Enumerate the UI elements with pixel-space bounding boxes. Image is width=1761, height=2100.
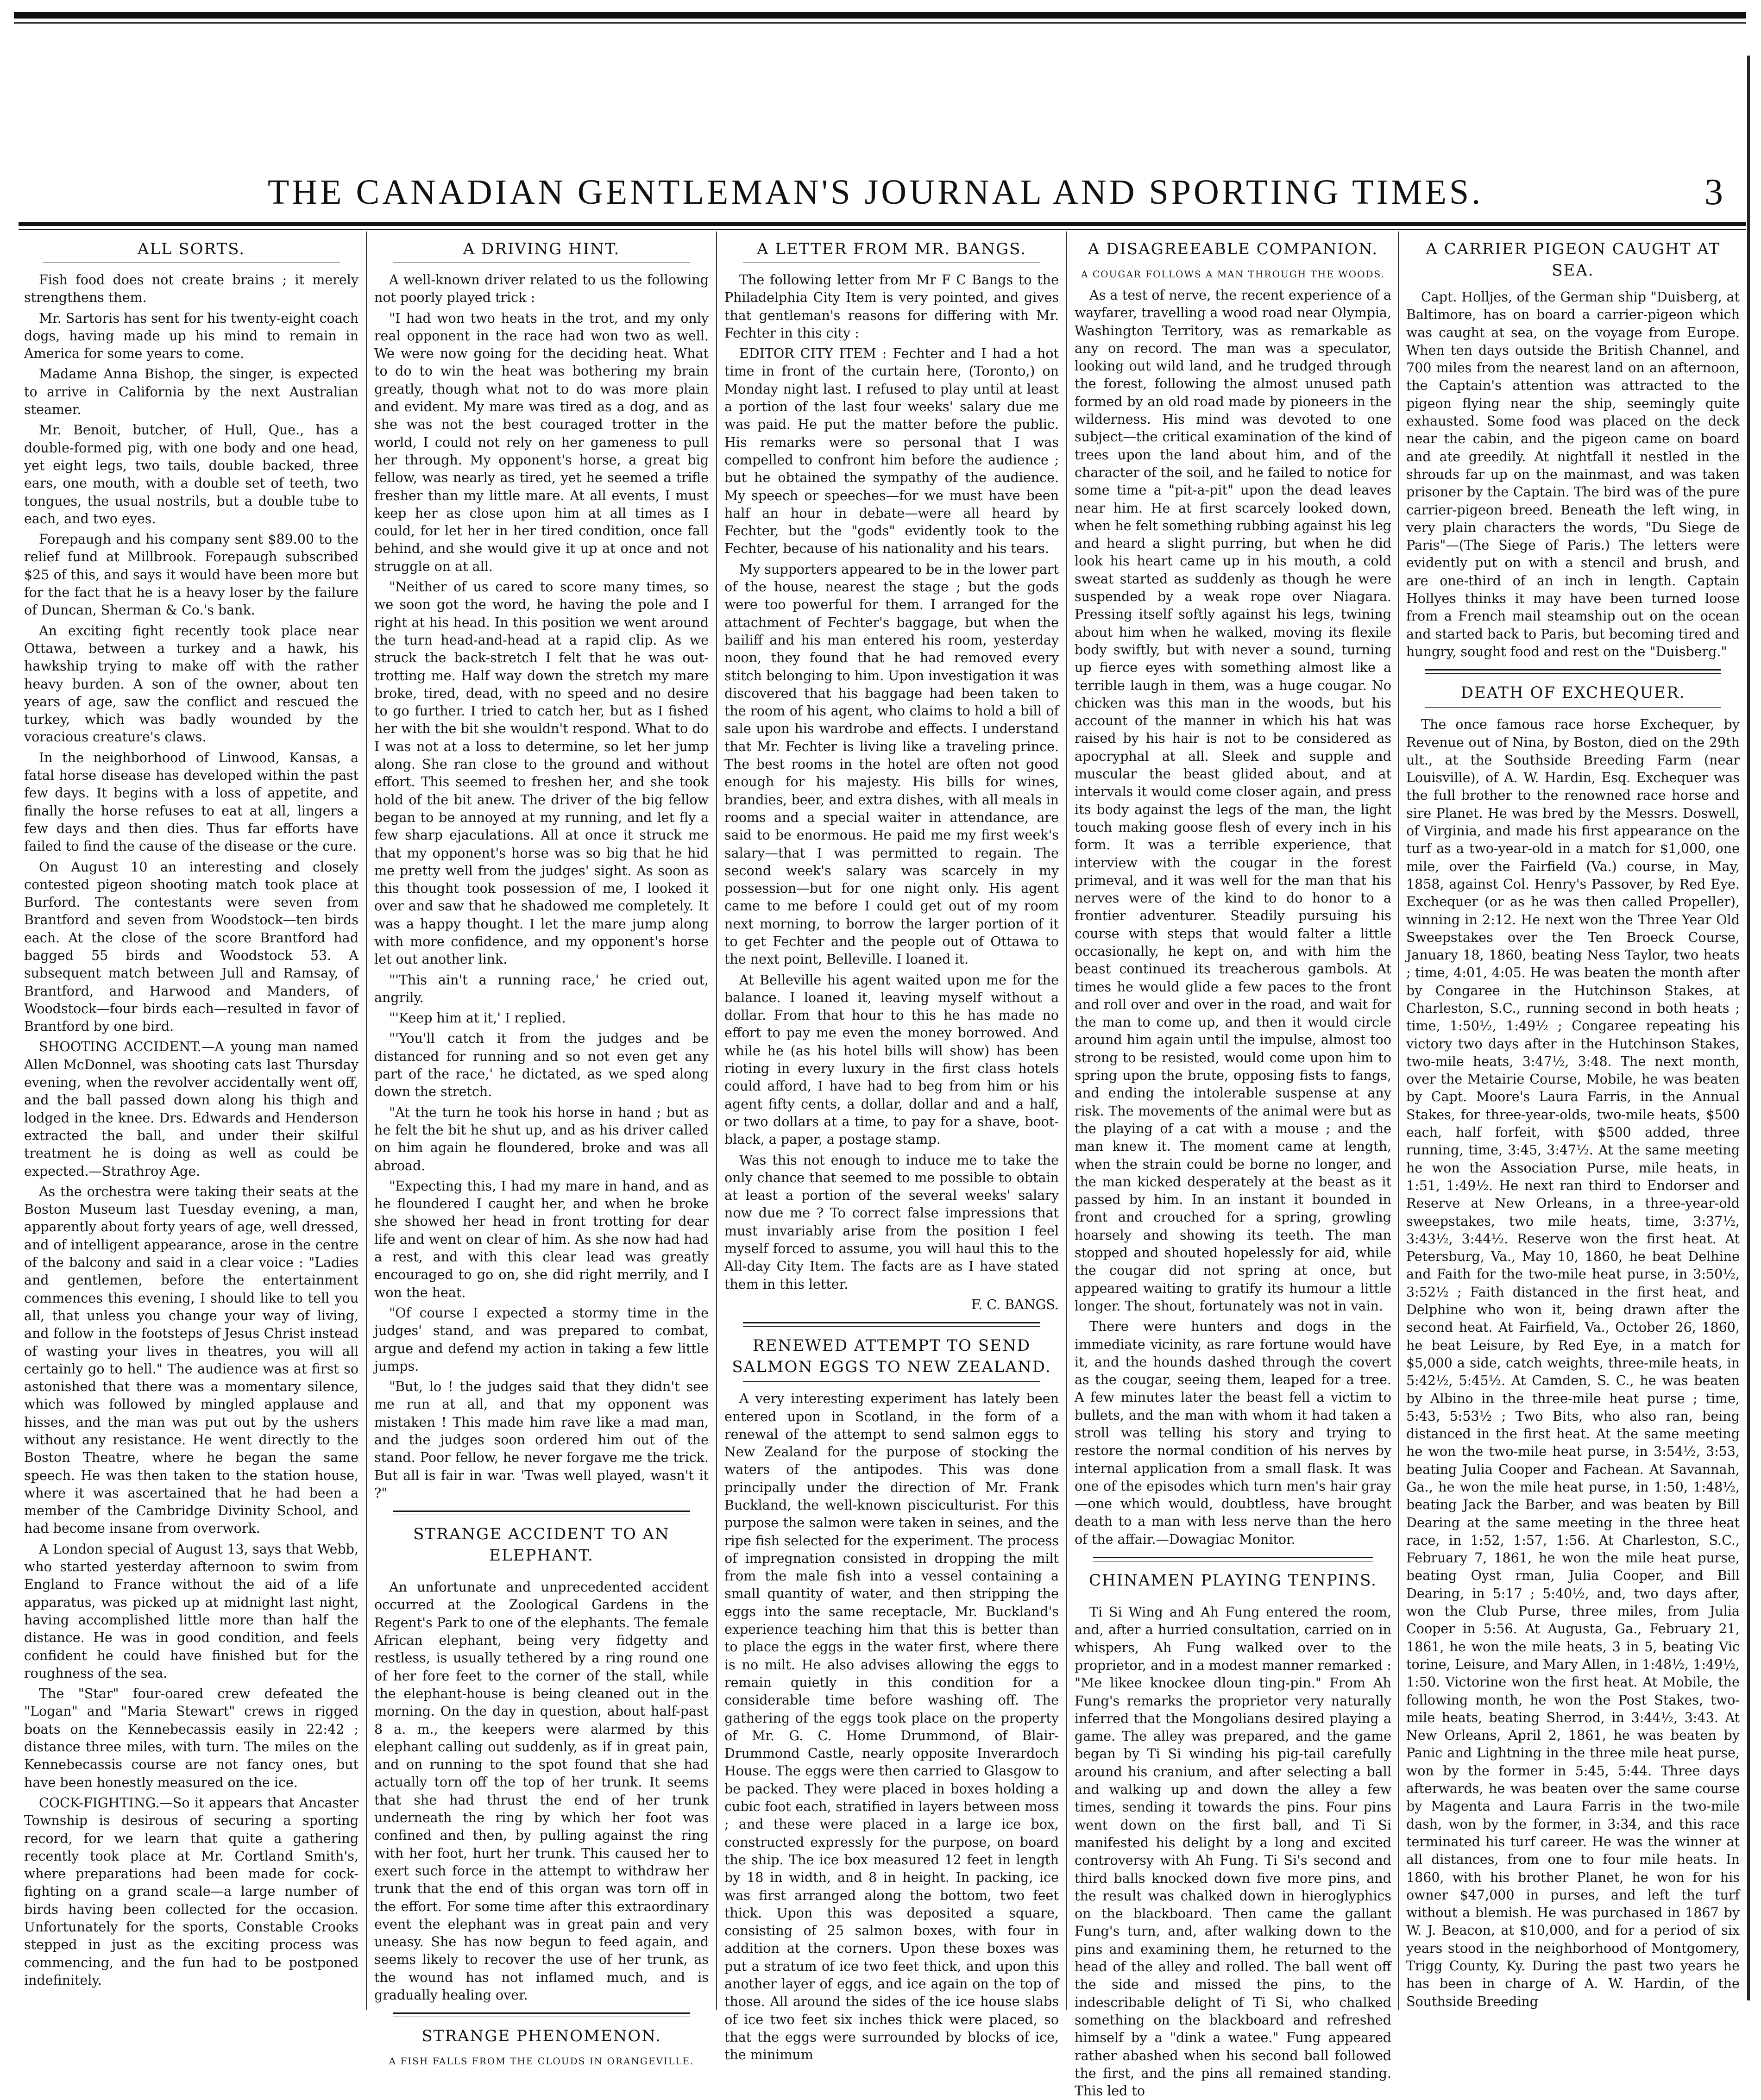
right-border-rule [1747,56,1750,2000]
column-disagreeable-companion [1075,238,1391,2099]
paragraph: "'Keep him at it,' I replied. [389,1010,566,1026]
paragraph: Madame Anna Bishop, the singer, is expected to arrive in California by the next Australian steamer. [24,366,358,418]
column-carrier-pigeon [1406,238,1740,2007]
masthead-rule-thin [19,229,1746,230]
top-border-rule-thin [14,22,1746,24]
paragraph: Fish food does not create brains ; it merely strengthens them. [24,272,358,306]
paragraph: The "Star" four-oared crew defeated the "Logan" and "Maria Stewart" crews in rigged boats on the Kennebecassis easily in 22:42 ; distance three miles, with turn. The miles on the Kennebecassis course are not fancy ones, but have been honestly measured on the ice. [24,1686,358,1790]
article-subtitle: A COUGAR FOLLOWS A MAN THROUGH THE WOODS. [1081,269,1385,280]
column-separator [1398,232,1399,2010]
paragraph: My supporters appeared to be in the lower part of the house, nearest the stage ; but the gods were too powerful for them. I arranged for the attachment of Fechter's baggage, but when the bailiff and his man entered his room, yesterday noon, they found that he had removed every stitch belonging to him. Upon investigation it was discovered that his baggage had been taken to the room of his agent, who claims to hold a bill of sale upon his wardrobe and effects. I understand that Mr. Fechter is living like a traveling prince. The best rooms in the hotel are often not good enough for his majesty. His bills for wines, brandies, beer, and extra dishes, with all meals in rooms and a special waiter in attendance, are said to be enormous. He paid me my first week's salary—that I was permitted to regain. The second week's salary was scarcely in my possession—but for one night only. His agent came to me before I could get out of my room next morning, to borrow the larger portion of it to get Fechter and the people out of Ottawa to the next point, Belleville. I loaned it. [724,561,1059,967]
paragraph: The following letter from Mr F C Bangs to the Philadelphia City Item is very pointed, and gives that gentleman's reasons for differing with Mr. Fechter in this city : [724,272,1059,341]
paragraph: There were hunters and dogs in the immediate vicinity, as rare fortune would have it, and the hounds dashed through the covert as the cougar, seeing them, leaped for a tree. A few minutes later the beast fell a victim to bullets, and the man with whom it had taken a stroll was telling his story and trying to restore the normal condition of his nerves by internal application from a small flask. It was one of the episodes which turn men's hair gray—one which would, doubtless, have brought death to a man with less nerve than the hero of the affair.—Dowagiac Monitor. [1075,1319,1391,1547]
paragraph: A well-known driver related to us the following not poorly played trick : [374,272,709,306]
paragraph: As the orchestra were taking their seats at the Boston Museum last Tuesday evening, a man, apparently about forty years of age, well dressed, and of intelligent appearance, arose in the centre of the balcony and said in a clear voice : "Ladies and gentlemen, before the entertainment commences this evening, I should like to tell you all, that unless you change your way of living, and follow in the footsteps of Jesus Christ instead of wasting your lives in theatres, you will all certainly go to hell." The audience was at first so astonished that there was a momentary silence, which was followed by mingled applause and hisses, and the man was put out by the ushers without any resistance. He went directly to the Boston Theatre, where he began the same speech. He was then taken to the station house, where it was ascertained that he had been a member of the Cambridge Divinity School, and had become insane from overwork. [24,1184,358,1536]
paragraph: "Neither of us cared to score many times, so we soon got the word, he having the pole and I right at his head. In this position we went around the turn head-and-head at a rapid clip. As we struck the back-stretch I felt that he was out-trotting me. Half way down the stretch my mare broke, tired, dead, with no speed and no desire to go further. I tried to catch her, but as I fished her with the bit she wouldn't respond. What to do I was not at a loss to determine, so let her jump along. She ran close to the ground and without effort. This seemed to freshen her, and she took hold of the bit anew. The driver of the big fellow began to be annoyed at my running, and let fly a few sharp ejaculations. All at once it struck me that my opponent's horse was so big that he hid me pretty well from the judges' sight. As soon as this thought took possession of me, I looked it over and saw that he shadowed me completely. It was a happy thought. I let the mare jump along with more confidence, and my opponent's horse let out another link. [374,579,709,967]
article-title: STRANGE PHENOMENON. [421,2027,661,2046]
paragraph: Mr. Sartoris has sent for his twenty-eight coach dogs, having made up his mind to remain in America for some years to come. [24,310,358,362]
signature: F. C. BANGS. [971,1297,1059,1312]
paragraph: SHOOTING ACCIDENT.—A young man named Allen McDonnel, was shooting cats last Thursday evening, when the revolver accidentally went off, and the ball passed down along his thigh and lodged in the knee. Drs. Edwards and Henderson extracted the ball, and under their skilful treatment he is doing as well as could be expected.—Strathroy Age. [24,1039,358,1179]
column-driving-hint [374,238,709,2067]
paragraph: The once famous race horse Exchequer, by Revenue out of Nina, by Boston, died on the 29th ult., at the Southside Breeding Farm (near Louisville), of A. W. Hardin, Esq. Exchequer was the full brother to the renowned race horse and sire Planet. He was bred by the Messrs. Doswell, of Virginia, and made his first appearance on the turf as a two-year-old in a match for $1,000, one mile, over the Fairfield (Va.) course, in May, 1858, against Col. Henry's Passover, by Red Eye. Exchequer (or as he was then called Propeller), winning in 2:12. He next won the Three Year Old Sweepstakes over the Ten Broeck Course, January 18, 1860, beating Ness Taylor, two heats ; time, 4:01, 4:05. He was beaten the month after by Congaree in the Hutchinson Stakes, at Charleston, S.C., running second in both heats ; time, 1:50½, 1:49½ ; Congaree repeating his victory two days after in the Hutchinson Stakes, two-mile heats, 3:47½, 3:48. The next month, over the Metairie Course, Mobile, he was beaten by Capt. Moore's Laura Farris, in the Annual Stakes, for three-year-olds, two-mile heats, $500 each, half forfeit, with $500 added, three running, time, 3:45, 3:47½. At the same meeting he won the Association Purse, mile heats, in 1:51, 1:49½. He next ran third to Endorser and Reserve at New Orleans, in a three-year-old sweepstakes, two mile heats, time, 3:37½, 3:43½, 3:44½. Reserve won the first heat. At Petersburg, Va., May 10, 1860, he beat Delhine and Faith for the two-mile heat purse, in 3:50½, 3:52½ ; Faith distanced in the first heat, and Delphine who won it, being drawn after the second heat. At Fairfield, Va., October 26, 1860, he beat Leisure, by Red Eye, in a match for $5,000 a side, catch weights, three-mile heats, in 5:42½, 5:45½. At Camden, S. C., he was beaten by Albino in the three-mile heat purse ; time, 5:43, 5:53½ ; Two Bits, who also ran, being distanced in the first heat. At the same meeting he won the two-mile heat purse, in 3:54½, 3:53, beating Julia Cooper and Fachean. At Savannah, Ga., he won the mile heat purse, in 1:50, 1:48½, beating Jack the Barber, and was beaten by Bill Dearing at the same meeting in the three heat race, in 1:52, 1:57, 1:56. At Charleston, S.C., February 7, 1861, he won the mile heat purse, beating Oyst rman, Julia Cooper, and Bill Dearing, in 5:17 ; 5:40½, and, two days after, won the Club Purse, three miles, from Julia Cooper in 5:56. At Augusta, Ga., February 21, 1861, he won the mile heats, 3 in 5, beating Vic torine, Leisure, and Mary Allen, in 1:48½, 1:49½, 1:50. Victorine won the first heat. At Mobile, the following month, he won the Post Stakes, two-mile heats, beating Sherrod, in 3:44½, 3:43. At New Orleans, April 2, 1861, he was beaten by Panic and Lightning in the three mile heat purse, won by the former in 5:45, 5:44. Three days afterwards, he was beaten over the same course by Magenta and Laura Farris in the two-mile dash, won by the former, in 3:34, and this race terminated his turf career. He was the winner at all distances, from one to four mile heats. In 1860, with his brother Planet, he won for his owner $47,000 in purses, and left the turf without a blemish. He was purchased in 1867 by W. J. Beacon, at $10,000, and for a period of six years stood in the neighborhood of Montgomery, Trigg County, Ky. During the past two years he has been in charge of A. W. Hardin, of the Southside Breeding [1406,717,1740,2009]
paragraph: "At the turn he took his horse in hand ; but as he felt the bit he shut up, and as his driver called on him again he floundered, broke and was all abroad. [374,1104,709,1173]
paragraph: "'This ain't a running race,' he cried out, angrily. [374,972,709,1005]
paragraph: "I had won two heats in the trot, and my only real opponent in the race had won two as well. We were now going for the deciding heat. What to do to win the heat was bothering my brain greatly, though what not to do was more plain and evident. My mare was tired as a dog, and as she was not the best couraged trotter in the world, I could not rely on her gameness to pull her through. My opponent's horse, a great big fellow, was nearly as tired, yet he seemed a trifle fresher than my little mare. At all events, I must keep her as close upon him at all times as I could, for let her in her tired condition, once fall behind, and she would give it up at once and not struggle on at all. [374,310,709,574]
paragraph: On August 10 an interesting and closely contested pigeon shooting match took place at Burford. The contestants were seven from Brantford and seven from Woodstock—ten birds each. At the close of the score Brantford had bagged 55 birds and Woodstock 53. A subsequent match between Jull and Ramsay, of Brantford, and Harwood and Manders, of Woodstock—four birds each—resulted in favor of Brantford by one bird. [24,859,358,1034]
title-rule [743,1381,1040,1382]
article-title: ALL SORTS. [137,240,245,258]
column-letter-from-bangs [724,238,1059,2063]
article-title: STRANGE ACCIDENT TO AN ELEPHANT. [413,1525,670,1565]
paragraph: A London special of August 13, says that Webb, who started yesterday afternoon to swim from England to France without the aid of a life apparatus, was picked up at midnight last night, having accomplished little more than half the distance. He was in good condition, and feels confident he could have finished but for the roughness of the sea. [24,1541,358,1681]
article-title: A CARRIER PIGEON CAUGHT AT SEA. [1426,240,1720,280]
masthead-rule-thick [19,222,1746,226]
article-title: RENEWED ATTEMPT TO SEND SALMON EGGS TO NEW ZEALAND. [732,1336,1051,1377]
column-separator [716,232,717,2010]
paragraph: EDITOR CITY ITEM : Fechter and I had a hot time in front of the curtain here, (Toronto,) on Monday night last. I refused to play until at least a portion of the last four weeks' salary due me was paid. He put the matter before the public. His remarks were so personal that I was compelled to confront him before the audience ; but he obtained the sympathy of the audience. My speech or speeches—for we must have been half an hour in debate—were all heard by Fechter, but the "gods" evidently took to the Fechter, because of his nationality and his tears. [724,346,1059,557]
column-separator [366,232,367,2010]
paragraph: "Of course I expected a stormy time in the judges' stand, and was prepared to combat, argue and defend my action in taking a few little jumps. [374,1305,709,1374]
masthead-title: THE CANADIAN GENTLEMAN'S JOURNAL AND SPORTING TIMES. [267,173,1484,212]
section-rule-thin [743,1326,1040,1327]
paragraph: "But, lo ! the judges said that they didn't see me run at all, and that my opponent was mistaken ! This made him rave like a mad man, and the judges soon ordered him out of the stand. Poor fellow, he never forgave me the trick. But all is fair in war. 'Twas well played, wasn't it ?" [374,1379,709,1501]
paragraph: "Expecting this, I had my mare in hand, and as he floundered I caught her, and when he broke she showed her head in front trotting for dear life and went on clear of him. As she now had had a rest, and with this clear lead was greatly encouraged to go on, she did right merrily, and I won the heat. [374,1178,709,1300]
top-border-rule [14,12,1746,19]
paragraph: "'You'll catch it from the judges and be distanced for running and so not even get any part of the race,' he dictated, as we sped along down the stretch. [374,1031,709,1100]
article-title: A DISAGREEABLE COMPANION. [1088,240,1378,258]
paragraph: As a test of nerve, the recent experience of a wayfarer, travelling a wood road near Olympia, Washington Territory, was as remarkable as any on record. The man was a speculator, looking out wild land, and he trudged through the forest, following the almost unused path formed by an old road made by pioneers in the wilderness. His mind was devoted to one subject—the critical examination of the kind of trees upon the land about him, and of the character of the soil, and he failed to notice for some time a "pit-a-pit" upon the dead leaves near him. He at first scarcely looked down, when he felt something rubbing against his leg and heard a slight purring, but when he did look his heart came up in his mouth, a cold sweat started as suddenly as though he were suspended by a weak rope over Niagara. Pressing itself softly against his legs, twining about him when he walked, moving its flexile body swiftly, but with never a sound, turning up fierce eyes with something almost like a terrible laugh in them, was a huge cougar. No chicken was this man in the woods, but his account of the manner in which his hat was raised by his hair is not to be considered as apocryphal at all. Sleek and supple and muscular the beast glided about, and at intervals it would come closer again, and press its body against the legs of the man, the light touch making goose flesh of every inch in his form. It was a terrible experience, that interview with the cougar in the forest primeval, and it was well for the man that his nerves were of the kind to do honor to a frontier adventurer. Steadily pursuing his course with steps that would falter a little occasionally, he kept on, and with him the beast continued its treacherous gambols. At times he would glide a few paces to the front and roll over and over in the road, and wait for the man to come up, and then it would circle around him again until the impulse, almost too strong to be resisted, would come upon him to spring upon the brute, opposing fists to fangs, and ending the intolerable suspense at any risk. The movements of the animal were but as the playing of a cat with a mouse ; and the man knew it. The moment came at length, when the strain could be borne no longer, and the man kicked desperately at the beast as it passed by him. In an instant it bounded in front and crouched for a spring, growling hoarsely and showing its teeth. The man stopped and shouted hopelessly for aid, while the cougar did not spring at once, but appeared waiting to gratify its humour a little longer. The shout, fortunately was not in vain. [1075,288,1391,1314]
section-rule-thick [743,1322,1040,1323]
article-subtitle: A FISH FALLS FROM THE CLOUDS IN ORANGEVILLE. [389,2056,694,2067]
paragraph: A very interesting experiment has lately been entered upon in Scotland, in the form of a renewal of the attempt to send salmon eggs to New Zealand for the purpose of stocking the waters of the antipodes. This was done principally under the direction of Mr. Frank Buckland, the well-known pisciculturist. For this purpose the salmon were taken in seines, and the ripe fish selected for the experiment. The process of impregnation consisted in dropping the milt from the male fish into a vessel containing a small quantity of water, and then stripping the eggs into the same receptacle, Mr. Buckland's experience teaching him that this is better than to place the eggs in the water first, where there is no milt. He also advises allowing the eggs to remain quietly in this condition for a considerable time before washing off. The gathering of the eggs took place on the property of Mr. G. C. Home Drummond, of Blair-Drummond Castle, nearly opposite Inverardoch House. The eggs were then carried to Glasgow to be packed. They were placed in boxes holding a cubic foot each, stratified in layers between moss ; and these were placed in a large ice box, constructed expressly for the purpose, on board the ship. The ice box measured 12 feet in length by 18 in width, and 8 in height. In packing, ice was first arranged along the bottom, two feet thick. Upon this was deposited a square, consisting of 25 salmon boxes, with four in addition at the corners. Upon these boxes was put a stratum of ice two feet thick, and upon this another layer of eggs, and ice again on the top of those. All around the sides of the ice house slabs of ice two feet six inches thick were placed, so that the eggs were surrounded by blocks of ice, the minimum [724,1391,1059,2063]
paragraph: In the neighborhood of Linwood, Kansas, a fatal horse disease has developed within the past few days. It begins with a loss of appetite, and finally the horse refuses to eat at all, lingers a few days and then dies. Thus far efforts have failed to find the cause of the disease or the cure. [24,750,358,854]
article-title: DEATH OF EXCHEQUER. [1460,683,1686,702]
section-rule-thick [393,2012,690,2014]
paragraph: An unfortunate and unprecedented accident occurred at the Zoological Gardens in the Regent's Park to one of the elephants. The female African elephant, being very fidgetty and restless, is usually tethered by a ring round one of her fore feet to the corner of the stall, while the elephant-house is being cleaned out in the morning. On the day in question, about half-past 8 a. m., the keepers were alarmed by this elephant calling out suddenly, as if in great pain, and on running to the spot found that she had actually torn off the top of her trunk. It seems that she had thrust the end of her trunk underneath the ring by which her foot was confined and then, by pulling against the ring with her foot, hurt her trunk. This caused her to exert such force in the attempt to withdraw her trunk that the end of this organ was torn off in the effort. For some time after this extraordinary event the elephant was in great pain and very uneasy. She has now begun to feed again, and seems likely to recover the use of her trunk, as the wound has not inflamed much, and is gradually healing over. [374,1580,709,2003]
section-rule-thin [1425,673,1721,674]
title-rule [1425,707,1721,708]
section-rule-thick [1093,1557,1373,1558]
paragraph: Ti Si Wing and Ah Fung entered the room, and, after a hurried consultation, carried on in whispers, Ah Fung walked over to the proprietor, and in a modest manner remarked : "Me likee knockee dloun ting-pin." From Ah Fung's remarks the proprietor very naturally inferred that the Mongolians desired playing a game. The alley was prepared, and the game began by Ti Si winding his pig-tail carefully around his cranium, and after selecting a ball and walking up and down the alley a few times, sending it towards the pins. Four pins went down on the first ball, and Ti Si manifested his delight by a long and excited controversy with Ah Fung. Ti Si's second and third balls knocked down five more pins, and the result was chalked down in hieroglyphics on the blackboard. Then came the gallant Fung's turn, and, after walking down to the pins and examining them, he returned to the head of the alley and rolled. The ball went off the side and missed the pins, to the indescribable delight of Ti Si, who chalked something on the blackboard and refreshed himself by a "dink a watee." Fung appeared rather abashed when his second ball followed the first, and the pins all remained standing. This led to [1075,1605,1391,2099]
section-rule-thick [393,1511,690,1512]
paragraph: An exciting fight recently took place near Ottawa, between a turkey and a hawk, his hawkship trying to make off with the rather heavy burden. A son of the owner, about ten years of age, saw the conflict and rescued the turkey, which was badly wounded by the voracious creature's claws. [24,623,358,745]
paragraph: Capt. Holljes, of the German ship "Duisberg, at Baltimore, has on board a carrier-pigeon which was caught at sea, on the voyage from Europe. When ten days outside the British Channel, and 700 miles from the nearest land on an afternoon, the Captain's attention was attracted to the pigeon flying near the ship, seemingly quite exhausted. Some food was placed on the deck near the cabin, and the pigeon came on board and ate greedily. At nightfall it nestled in the shrouds far up on the mainmast, and was taken prisoner by the Captain. The bird was of the pure carrier-pigeon breed. Beneath the left wing, in very plain characters the words, "Du Siege de Paris"—(The Siege of Paris.) The letters were evidently put on with a stencil and brush, and are one-third of an inch in length. Captain Hollyes thinks it may have been turned loose from a French mail steamship out on the ocean and started back to Paris, but becoming tired and hungry, sought food and rest on the "Duisberg." [1406,289,1740,659]
paragraph: Mr. Benoit, butcher, of Hull, Que., has a double-formed pig, with one body and one head, yet eight legs, two tails, double backed, three ears, one mouth, with a double set of teeth, two tongues, the usual nostrils, but a double tube to each, and two eyes. [24,422,358,527]
section-rule-thick [1425,669,1721,671]
article-title: A DRIVING HINT. [463,240,620,258]
page-number: 3 [1704,172,1723,213]
article-title: A LETTER FROM MR. BANGS. [756,240,1027,258]
article-title: CHINAMEN PLAYING TENPINS. [1088,1571,1377,1590]
column-separator [1066,232,1067,2010]
column-all-sorts [24,238,358,2007]
paragraph: At Belleville his agent waited upon me for the balance. I loaned it, leaving myself without a dollar. From that hour to this he has made no effort to pay me even the money borrowed. And while he (as his hotel bills will show) has been rioting in every luxury in the first class hotels could afford, I have had to beg from him or his agent fifty cents, a dollar, dollar and and a half, or two dollars at a time, to pay for a shave, boot-black, a paper, a postage stamp. [724,972,1059,1147]
paragraph: COCK-FIGHTING.—So it appears that Ancaster Township is desirous of securing a sporting record, for we learn that quite a gathering recently took place at Mr. Cortland Smith's, where preparations had been made for cock-fighting on a grand scale—a large number of birds having been collected for the occasion. Unfortunately for the sports, Constable Crooks stepped in just as the exciting process was commencing, and the fun had to be postponed indefinitely. [24,1795,358,1988]
paragraph: Was this not enough to induce me to take the only chance that seemed to me possible to obtain at least a portion of the several weeks' salary now due me ? To correct false impressions that must invariably arise from the position I feel myself forced to assume, you will haul this to the All-day City Item. The facts are as I have stated them in this letter. [724,1152,1059,1292]
paragraph: Forepaugh and his company sent $89.00 to the relief fund at Millbrook. Forepaugh subscribed $25 of this, and says it would have been more but for the fact that he is a heavy loser by the failure of Duncan, Sherman & Co.'s bank. [24,532,358,618]
